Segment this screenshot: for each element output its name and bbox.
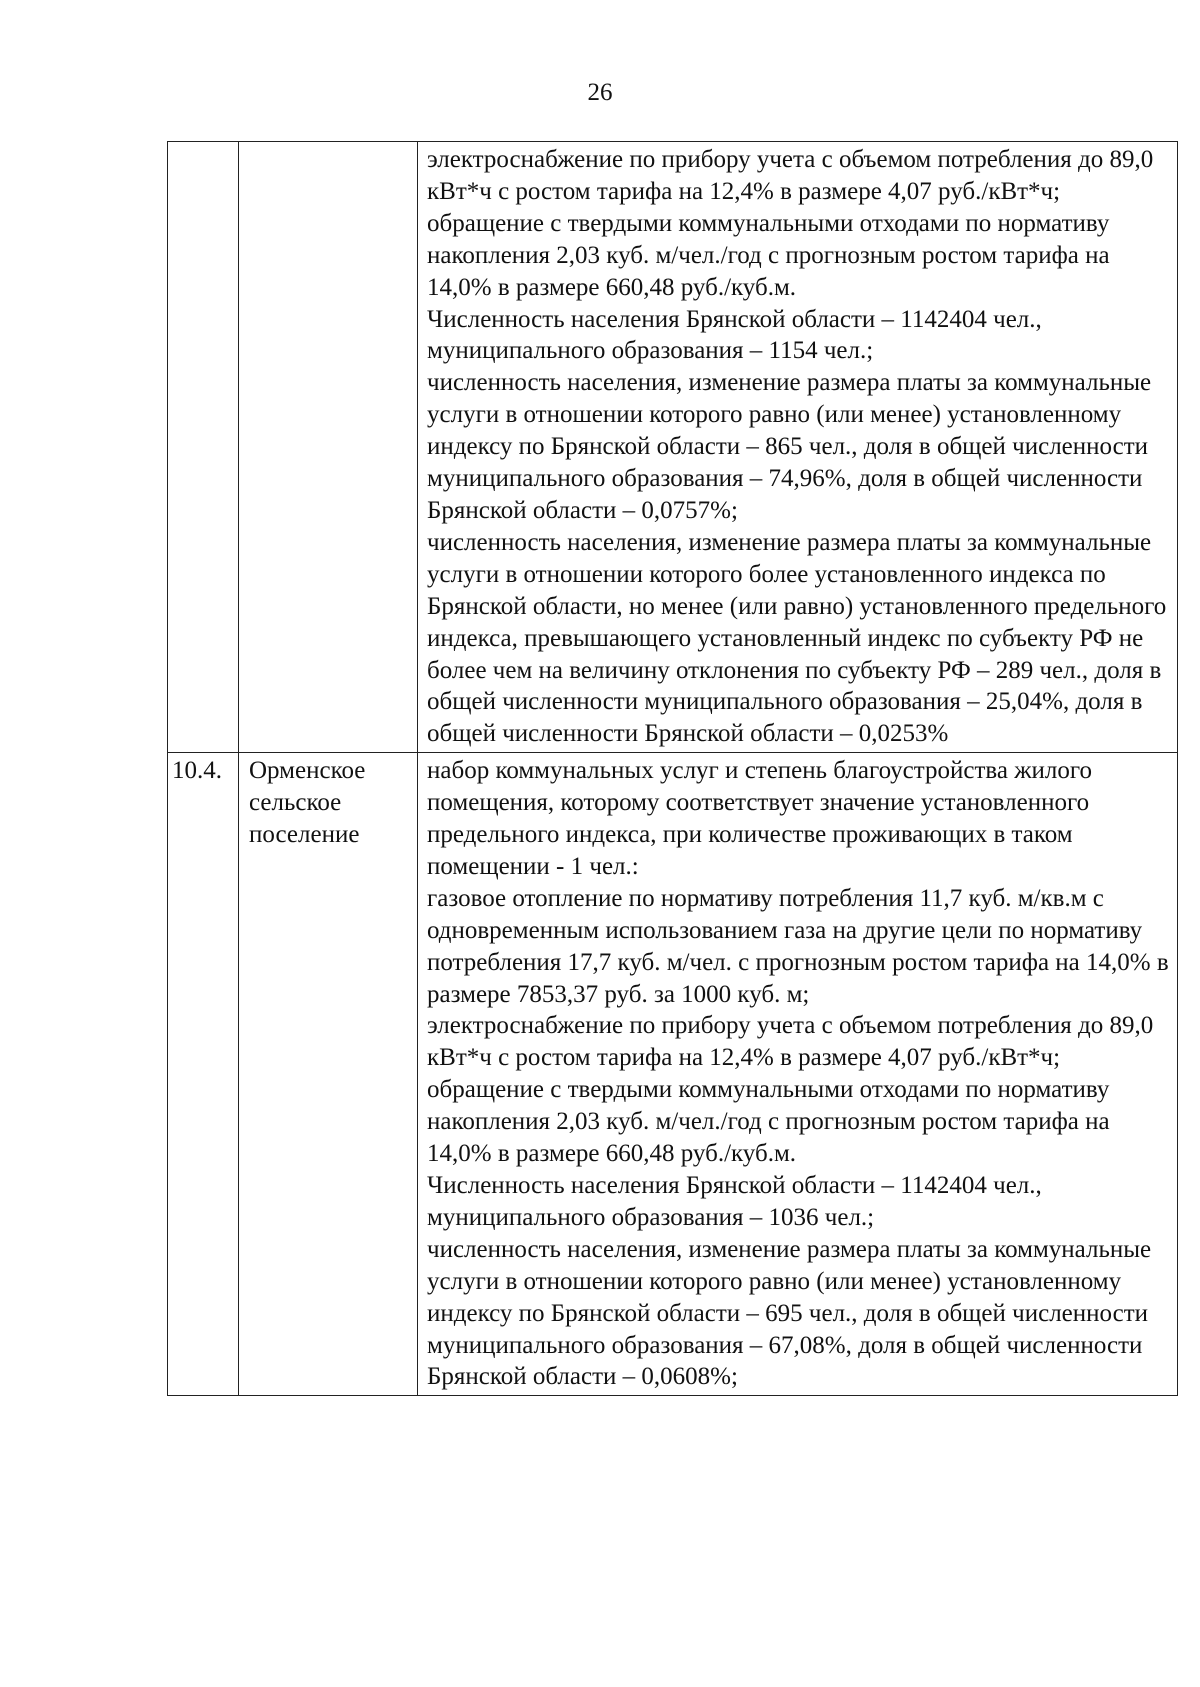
paragraph: обращение с твердыми коммунальными отходами по нормативу накопления 2,03 куб. м/чел./год с прогнозным ростом тарифа на 14,0% в размере 660,48 руб./куб.м.	[427, 209, 1110, 301]
paragraph: обращение с твердыми коммунальными отходами по нормативу накопления 2,03 куб. м/чел./год с прогнозным ростом тарифа на 14,0% в размере 660,48 руб./куб.м.	[427, 1076, 1110, 1168]
table-row	[168, 753, 1178, 1396]
page-number: 26	[587, 79, 613, 106]
settlement-name-cell: Орменское сельское поселение	[239, 753, 418, 1396]
paragraph: Численность населения Брянской области – 1142404 чел., муниципального образования – 1154 чел.;	[427, 305, 1042, 365]
table-row	[168, 142, 1178, 753]
paragraph: газовое отопление по нормативу потребления 11,7 куб. м/кв.м с одновременным использованием газа на другие цели по нормативу потребления 17,7 куб. м/чел. с прогнозным ростом тарифа на 14,0% в размере 7853,37 руб. за 1000 куб. м;	[427, 884, 1169, 1008]
paragraph: электроснабжение по прибору учета с объемом потребления до 89,0 кВт*ч с ростом тарифа на 12,4% в размере 4,07 руб./кВт*ч;	[427, 1012, 1154, 1072]
paragraph: Численность населения Брянской области – 1142404 чел., муниципального образования – 1036 чел.;	[427, 1172, 1042, 1231]
paragraph: численность населения, изменение размера платы за коммунальные услуги в отношении которого равно (или менее) установленному индексу по Брянской области – 695 чел., доля в общей численности муниципального образования – 67,08%, доля в общей численности Брянской области – 0,0608%;	[427, 1235, 1152, 1391]
description-cell	[418, 142, 1178, 753]
row-number-cell: 10.4.	[168, 753, 239, 1396]
description-cell	[418, 753, 1178, 1396]
paragraph: численность населения, изменение размера платы за коммунальные услуги в отношении которого равно (или менее) установленному индексу по Брянской области – 865 чел., доля в общей численности муниципального образования – 74,96%, доля в общей численности Брянской области – 0,0757%;	[427, 369, 1152, 524]
settlement-name-cell	[239, 142, 418, 753]
paragraph: набор коммунальных услуг и степень благоустройства жилого помещения, которому соответствует значение установленного предельного индекса, при количестве проживающих в таком помещении - 1 чел.:	[427, 757, 1092, 880]
row-number-cell	[168, 142, 239, 753]
paragraph: электроснабжение по прибору учета с объемом потребления до 89,0 кВт*ч с ростом тарифа на 12,4% в размере 4,07 руб./кВт*ч;	[427, 146, 1154, 205]
paragraph: численность населения, изменение размера платы за коммунальные услуги в отношении которого более установленного индекса по Брянской области, но менее (или равно) установленного предельного индекса, превышающего установленный индекс по субъекту РФ не более чем на величину отклонения по субъекту РФ – 289 чел., доля в общей численности муниципального образования – 25,04%, доля в общей численности Брянской области – 0,0253%	[427, 528, 1167, 748]
indices-table	[167, 141, 1178, 1396]
